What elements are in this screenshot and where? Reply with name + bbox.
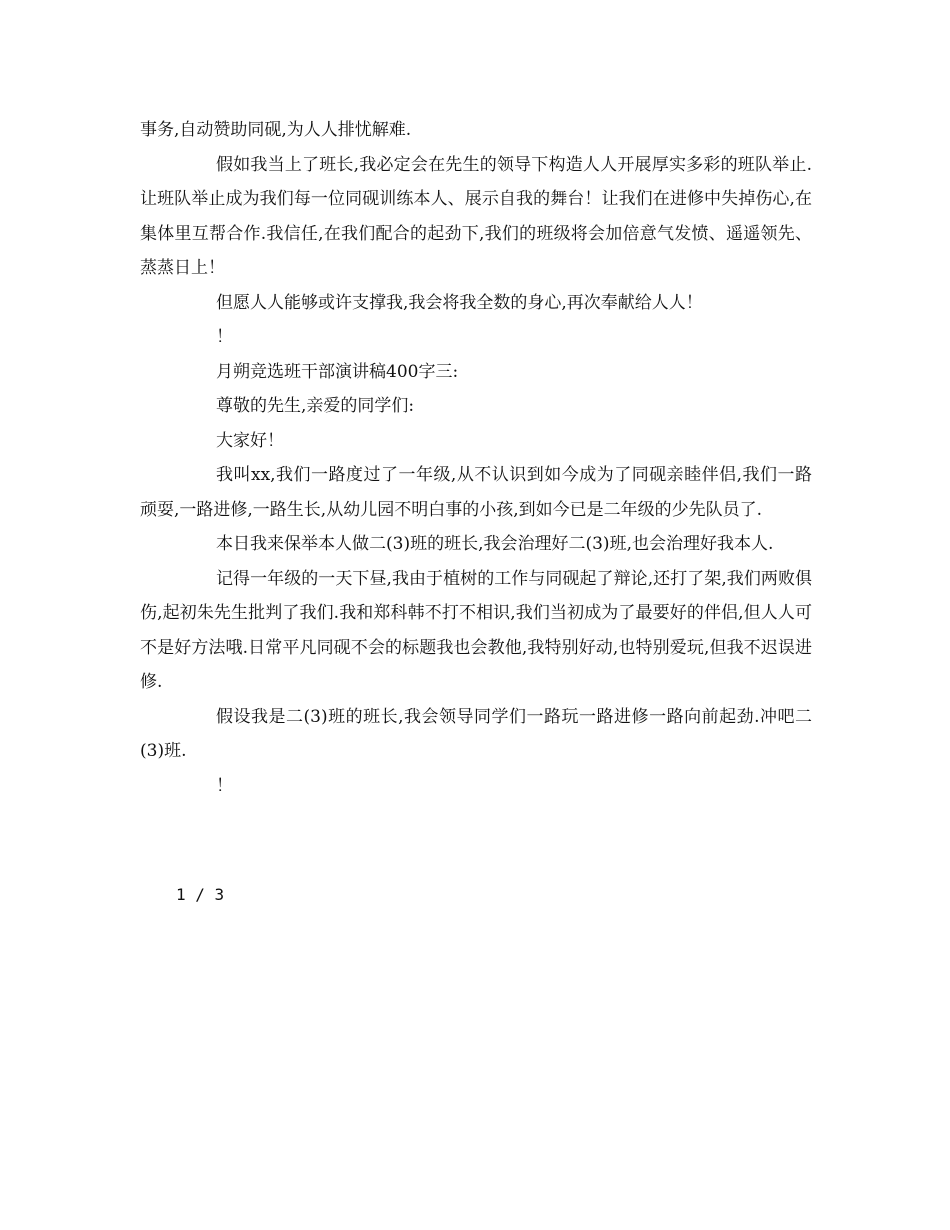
paragraph: 记得一年级的一天下昼,我由于植树的工作与同砚起了辩论,还打了架,我们两败俱伤,起初朱先生批判了我们.我和郑科韩不打不相识,我们当初成为了最要好的伴侣,但人人可不是好方法哦.日常平凡同砚不会的标题我也会教他,我特别好动,也特别爱玩,但我不迟误进修. bbox=[140, 568, 812, 692]
paragraph: ！ bbox=[216, 327, 233, 347]
paragraph: 事务,自动赞助同砚,为人人排忧解难. bbox=[140, 120, 412, 140]
paragraph: 但愿人人能够或许支撑我,我会将我全数的身心,再次奉献给人人！ bbox=[216, 292, 703, 313]
page-indicator: 1 / 3 bbox=[176, 885, 225, 904]
salutation: 尊敬的先生,亲爱的同学们: bbox=[216, 396, 415, 416]
document-body bbox=[140, 113, 812, 803]
paragraph: 假如我当上了班长,我必定会在先生的领导下构造人人开展厚实多彩的班队举止.让班队举止成为我们每一位同砚训练本人、展示自我的舞台！让我们在进修中失掉伤心,在集体里互帮合作.我信任,在我们配合的起劲下,我们的班级将会加倍意气发愤、遥遥领先、蒸蒸日上！ bbox=[140, 154, 812, 278]
paragraph: ！ bbox=[216, 775, 233, 796]
paragraph: 我叫xx,我们一路度过了一年级,从不认识到如今成为了同砚亲睦伴侣,我们一路顽耍,一路进修,一路生长,从幼儿园不明白事的小孩,到如今已是二年级的少先队员了. bbox=[140, 465, 812, 520]
greeting: 大家好！ bbox=[216, 430, 284, 451]
paragraph: 假设我是二(3)班的班长,我会领导同学们一路玩一路进修一路向前起劲.冲吧二(3)班. bbox=[140, 706, 812, 761]
paragraph: 本日我来保举本人做二(3)班的班长,我会治理好二(3)班,也会治理好我本人. bbox=[216, 534, 774, 554]
section-heading: 月朔竞选班干部演讲稿400字三: bbox=[216, 361, 459, 382]
